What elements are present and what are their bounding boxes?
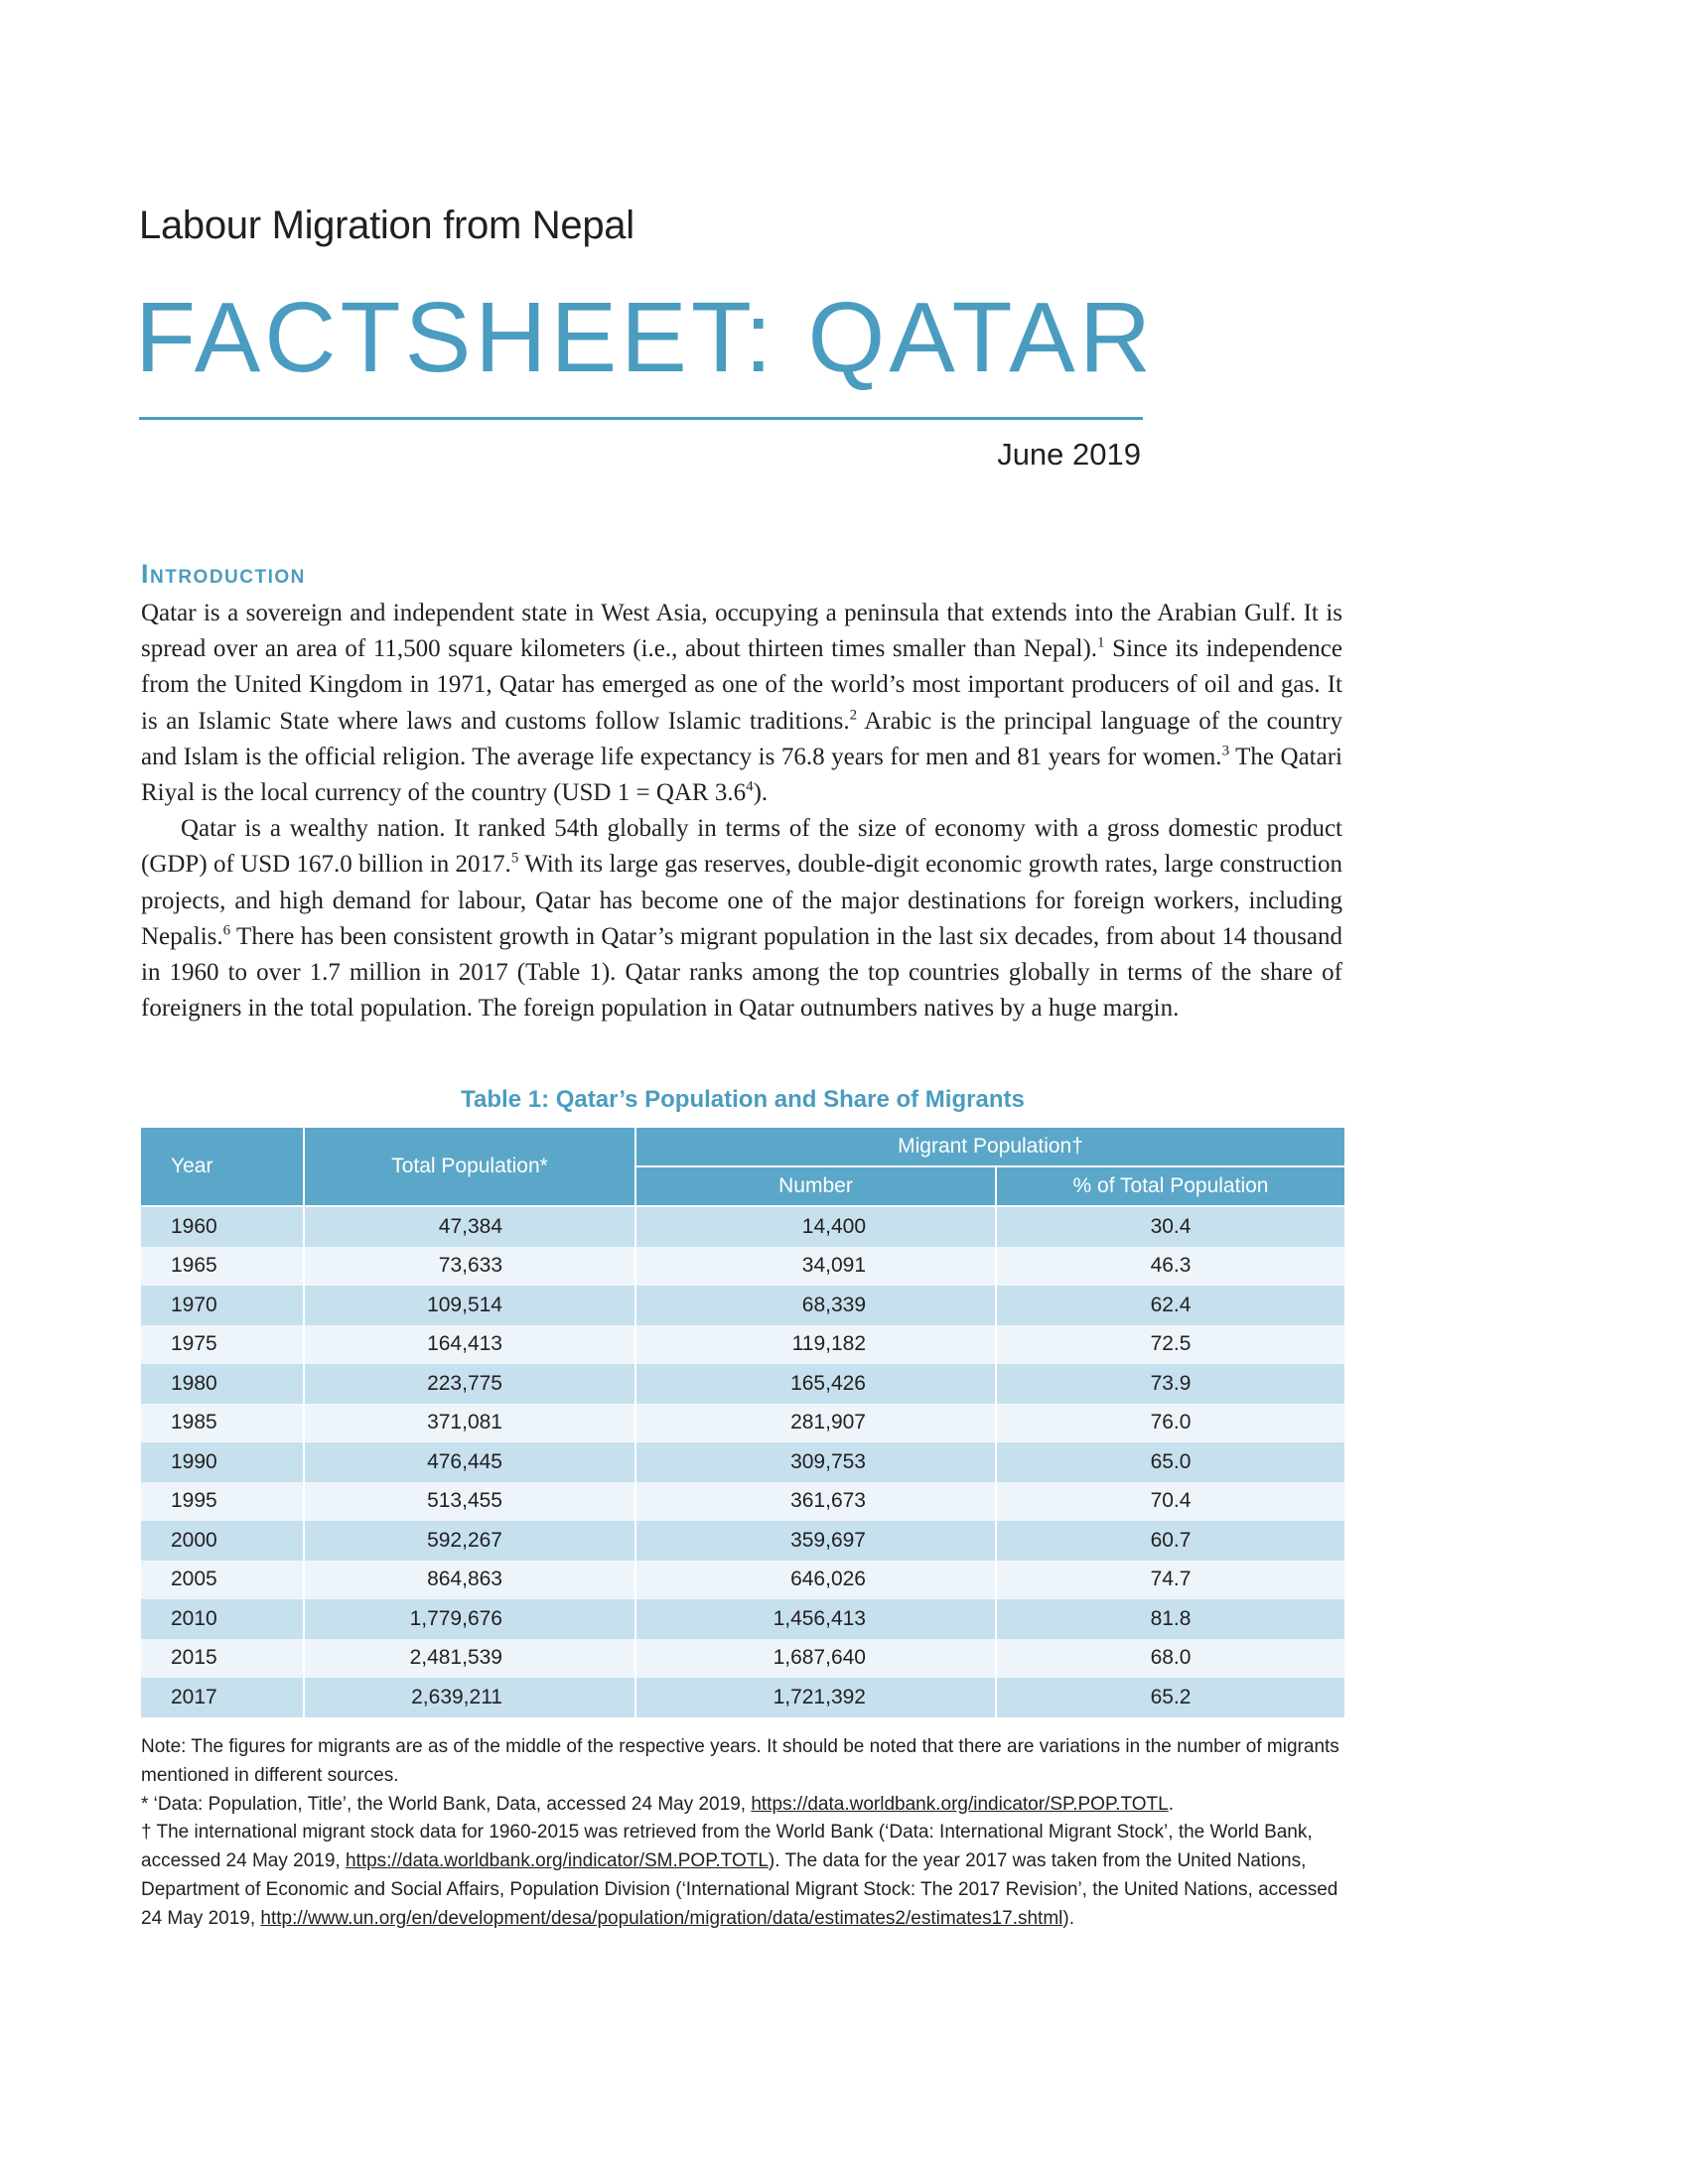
- document-title: FACTSHEET: QATAR: [135, 282, 1156, 393]
- table-notes: [141, 1733, 1347, 1934]
- cell-year: 1980: [141, 1364, 304, 1404]
- table-row: [141, 1286, 1344, 1325]
- footnote-ref-5: 5: [510, 851, 519, 868]
- header-year: Year: [141, 1128, 304, 1206]
- introduction-body: [141, 596, 1342, 1026]
- footnote-ref-1: 1: [1097, 634, 1105, 651]
- cell-number: 34,091: [635, 1247, 996, 1287]
- cell-pct: 46.3: [996, 1247, 1344, 1287]
- cell-total: 2,481,539: [304, 1639, 635, 1679]
- footnote-ref-4: 4: [746, 778, 754, 795]
- cell-year: 1970: [141, 1286, 304, 1325]
- intro-p1-text-a: Qatar is a sovereign and independent state in West Asia, occupying a peninsula that extends into the Arabian Gulf. It is spread over an area of 11,500 square kilometers (i.e., about thirteen times smaller than Nepal).: [141, 600, 1342, 663]
- cell-total: 592,267: [304, 1521, 635, 1561]
- cell-number: 68,339: [635, 1286, 996, 1325]
- cell-number: 165,426: [635, 1364, 996, 1404]
- table-row: [141, 1325, 1344, 1365]
- header-total-population: Total Population*: [304, 1128, 635, 1206]
- cell-year: 1990: [141, 1442, 304, 1482]
- cell-number: 1,721,392: [635, 1678, 996, 1717]
- cell-number: 646,026: [635, 1561, 996, 1600]
- header-percent-total: % of Total Population: [996, 1166, 1344, 1206]
- note-star-text: * ‘Data: Population, Title’, the World Bank, Data, accessed 24 May 2019,: [141, 1793, 752, 1815]
- cell-pct: 68.0: [996, 1639, 1344, 1679]
- population-table: [141, 1128, 1344, 1717]
- table-row: [141, 1247, 1344, 1287]
- cell-year: 2017: [141, 1678, 304, 1717]
- cell-pct: 30.4: [996, 1206, 1344, 1247]
- table-row: [141, 1482, 1344, 1522]
- table-row: [141, 1678, 1344, 1717]
- table-body: [141, 1206, 1344, 1717]
- cell-total: 476,445: [304, 1442, 635, 1482]
- worldbank-migrant-link[interactable]: https://data.worldbank.org/indicator/SM.POP.TOTL: [345, 1850, 769, 1872]
- cell-total: 164,413: [304, 1325, 635, 1365]
- intro-p2-text-b: With its large gas reserves, double-digit economic growth rates, large construction projects, and high demand for labour, Qatar has become one of the major destinations for foreign workers, including Nepalis.: [141, 851, 1343, 950]
- cell-total: 47,384: [304, 1206, 635, 1247]
- intro-p1-text-b: Since its independence from the United Kingdom in 1971, Qatar has emerged as one of the world’s most important producers of oil and gas. It is an Islamic State where laws and customs follow Islamic traditions.: [141, 635, 1342, 735]
- cell-pct: 76.0: [996, 1404, 1344, 1443]
- cell-pct: 60.7: [996, 1521, 1344, 1561]
- note-dagger-text: † The international migrant stock data for 1960-2015 was retrieved from the World Bank (‘Data: International Migrant Stock’, the World Bank, accessed 24 May 2019,: [141, 1822, 1313, 1872]
- table-row: [141, 1364, 1344, 1404]
- introduction-heading: Introduction: [141, 559, 306, 589]
- intro-p2-text-c: There has been consistent growth in Qatar’s migrant population in the last six decades, from about 14 thousand in 1960 to over 1.7 million in 2017 (Table 1). Qatar ranks among the top countries globally in terms of the share of foreigners in the total population. The foreign population in Qatar outnumbers natives by a huge margin.: [141, 922, 1342, 1023]
- cell-pct: 73.9: [996, 1364, 1344, 1404]
- table-row: [141, 1521, 1344, 1561]
- intro-p1-text-e: ).: [753, 779, 769, 807]
- cell-total: 109,514: [304, 1286, 635, 1325]
- table-row: [141, 1561, 1344, 1600]
- cell-number: 361,673: [635, 1482, 996, 1522]
- intro-p1-text-d: The Qatari Riyal is the local currency of the country (USD 1 = QAR 3.6: [141, 743, 1342, 807]
- cell-number: 309,753: [635, 1442, 996, 1482]
- intro-paragraph-1: [141, 596, 1342, 811]
- cell-number: 119,182: [635, 1325, 996, 1365]
- cell-total: 864,863: [304, 1561, 635, 1600]
- cell-year: 2010: [141, 1599, 304, 1639]
- intro-p1-text-c: Arabic is the principal language of the country and Islam is the official religion. The average life expectancy is 76.8 years for men and 81 years for women.: [141, 707, 1342, 770]
- cell-year: 1975: [141, 1325, 304, 1365]
- worldbank-population-link[interactable]: https://data.worldbank.org/indicator/SP.POP.TOTL: [751, 1793, 1169, 1815]
- cell-total: 371,081: [304, 1404, 635, 1443]
- cell-year: 2015: [141, 1639, 304, 1679]
- cell-pct: 81.8: [996, 1599, 1344, 1639]
- note-dagger-end: ).: [1062, 1907, 1074, 1929]
- note-dagger: [141, 1819, 1347, 1933]
- note-star: [141, 1791, 1347, 1820]
- cell-total: 73,633: [304, 1247, 635, 1287]
- cell-pct: 62.4: [996, 1286, 1344, 1325]
- cell-year: 1985: [141, 1404, 304, 1443]
- cell-number: 1,456,413: [635, 1599, 996, 1639]
- note-dagger-mid: ). The data for the year 2017 was taken from the United Nations, Department of Economic and Social Affairs, Population Division (‘International Migrant Stock: The 2017 Revision’, the United Nations, accessed 24 May 2019,: [141, 1850, 1338, 1929]
- intro-p2-text-a: Qatar is a wealthy nation. It ranked 54th globally in terms of the size of economy with a gross domestic product (GDP) of USD 167.0 billion in 2017.: [141, 815, 1342, 879]
- title-rule: [139, 417, 1143, 420]
- table-row: [141, 1442, 1344, 1482]
- note-text: Note: The figures for migrants are as of the middle of the respective years. It should be noted that there are variations in the number of migrants mentioned in different sources.: [141, 1736, 1339, 1786]
- table-row: [141, 1404, 1344, 1443]
- un-migrant-stock-link[interactable]: http://www.un.org/en/development/desa/population/migration/data/estimates2/estimates17.shtml: [260, 1907, 1063, 1929]
- cell-year: 1960: [141, 1206, 304, 1247]
- cell-pct: 74.7: [996, 1561, 1344, 1600]
- note-star-end: .: [1168, 1793, 1174, 1815]
- table-row: [141, 1599, 1344, 1639]
- footnote-ref-6: 6: [222, 922, 231, 939]
- footnote-ref-3: 3: [1221, 743, 1230, 759]
- cell-year: 2000: [141, 1521, 304, 1561]
- header-number: Number: [635, 1166, 996, 1206]
- cell-pct: 70.4: [996, 1482, 1344, 1522]
- cell-pct: 72.5: [996, 1325, 1344, 1365]
- cell-number: 281,907: [635, 1404, 996, 1443]
- cell-total: 223,775: [304, 1364, 635, 1404]
- document-date: June 2019: [997, 437, 1141, 472]
- cell-number: 14,400: [635, 1206, 996, 1247]
- table-row: [141, 1639, 1344, 1679]
- table-caption: Table 1: Qatar’s Population and Share of Migrants: [461, 1086, 1025, 1113]
- cell-year: 2005: [141, 1561, 304, 1600]
- footnote-ref-2: 2: [849, 707, 858, 724]
- intro-paragraph-2: [141, 811, 1342, 1026]
- cell-year: 1995: [141, 1482, 304, 1522]
- cell-total: 2,639,211: [304, 1678, 635, 1717]
- header-migrant-population: Migrant Population†: [635, 1128, 1344, 1166]
- cell-number: 359,697: [635, 1521, 996, 1561]
- cell-pct: 65.2: [996, 1678, 1344, 1717]
- cell-number: 1,687,640: [635, 1639, 996, 1679]
- table-row: [141, 1206, 1344, 1247]
- cell-year: 1965: [141, 1247, 304, 1287]
- document-kicker: Labour Migration from Nepal: [139, 204, 634, 247]
- cell-pct: 65.0: [996, 1442, 1344, 1482]
- cell-total: 513,455: [304, 1482, 635, 1522]
- cell-total: 1,779,676: [304, 1599, 635, 1639]
